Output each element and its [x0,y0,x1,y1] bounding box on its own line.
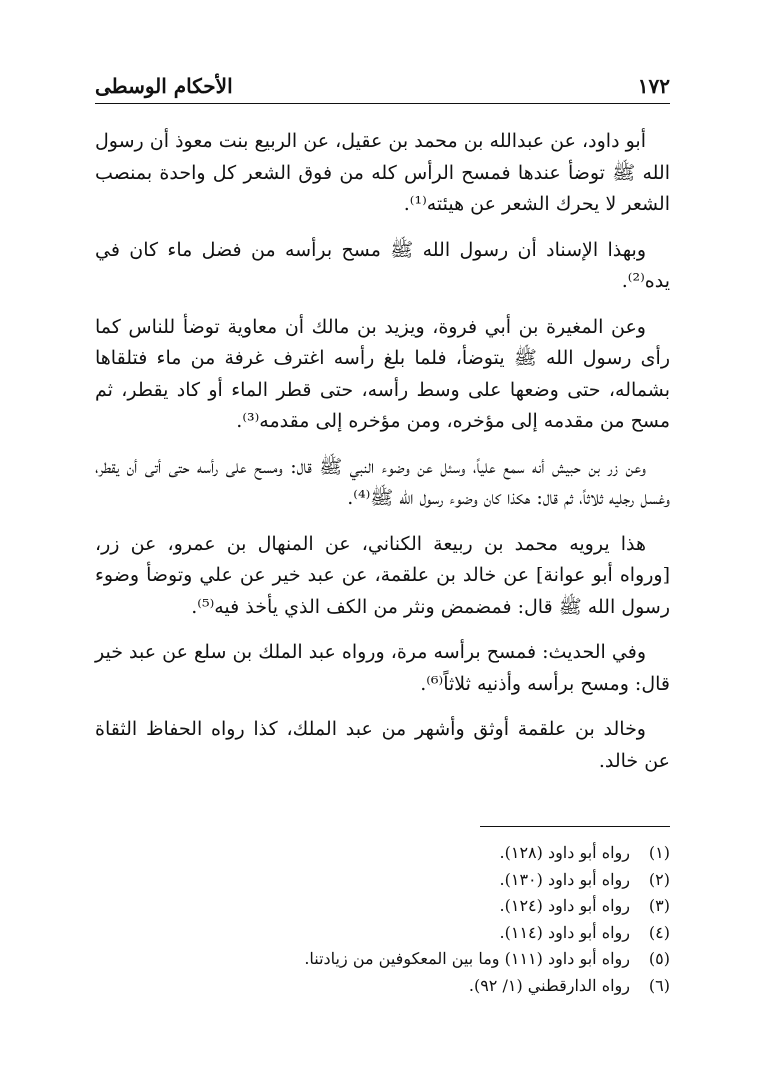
footnote-divider [480,826,670,827]
footnote [95,946,670,973]
footnote-number: (٥) [648,949,670,968]
footnote [95,867,670,894]
book-title: الأحكام الوسطى [95,74,233,98]
paragraph: وفي الحديث: فمسح برأسه مرة، ورواه عبد الملك بن سلع عن عبد خير قال: ومسح برأسه وأذنيه ثلاثاً⁽⁶⁾. [95,641,670,695]
paragraph: وبهذا الإسناد أن رسول الله ﷺ مسح برأسه من فضل ماء كان في يده⁽²⁾. [95,238,670,292]
footnote-text: رواه أبو داود (١١٤). [499,922,630,942]
footnote-text: رواه أبو داود (١٣٠). [499,869,630,889]
running-header [95,74,670,98]
paragraph: أبو داود، عن عبدالله بن محمد بن عقيل، عن الربيع بنت معوذ أن رسول الله ﷺ توضأ عندها فمسح الرأس كله من فوق الشعر كل واحدة بمنصب الشعر لا يحرك الشعر عن هيئته⁽¹⁾. [95,130,670,215]
footnote-text: رواه أبو داود (١٢٨). [499,843,630,862]
footnote-text: رواه أبو داود (١١١) وما بين المعكوفين من زيادتنا. [304,949,630,968]
main-text [95,126,670,791]
footnote [95,973,670,1000]
footnote-text: رواه الدارقطني (١/ ٩٢). [468,975,630,995]
footnote-number: (١) [648,843,670,862]
footnote-number: (٤) [648,922,670,942]
footnote-number: (٢) [648,869,670,889]
paragraph: وعن المغيرة بن أبي فروة، ويزيد بن مالك أن معاوية توضأ للناس كما رأى رسول الله ﷺ يتوضأ، فلما بلغ رأسه اغترف غرفة من ماء فتلقاها بشماله، حتى وضعها على وسط رأسه، حتى قطر الماء أو كاد يقطر، ثم مسح من مقدمه إلى مؤخره، ومن مؤخره إلى مقدمه⁽³⁾. [95,315,670,432]
footnote [95,893,670,920]
footnote-text: رواه أبو داود (١٢٤). [499,896,630,915]
paragraph: وعن زر بن حبيش أنه سمع علياً، وسئل عن وضوء النبي ﷺ قال: ومسح على رأسه حتى أتى أن يقطر، وغسل رجليه ثلاثاً، ثم قال: هكذا كان وضوء رسول الله ﷺ⁽⁴⁾. [95,455,670,509]
paragraph: هذا يرويه محمد بن ربيعة الكناني، عن المنهال بن عمرو، عن زر، [ورواه أبو عوانة] عن خالد بن علقمة، عن عبد خير عن علي وتوضأ وضوء رسول الله ﷺ قال: فمضمض ونثر من الكف الذي يأخذ فيه⁽⁵⁾. [95,532,670,618]
page-number: ١٧٢ [637,74,670,98]
paragraph: وخالد بن علقمة أوثق وأشهر من عبد الملك، كذا رواه الحفاظ الثقاة عن خالد. [95,718,670,772]
footnotes [95,840,670,999]
footnote [95,840,670,867]
header-divider [95,103,670,104]
footnote-number: (٦) [648,975,670,995]
footnote [95,920,670,947]
footnote-number: (٣) [648,896,670,915]
